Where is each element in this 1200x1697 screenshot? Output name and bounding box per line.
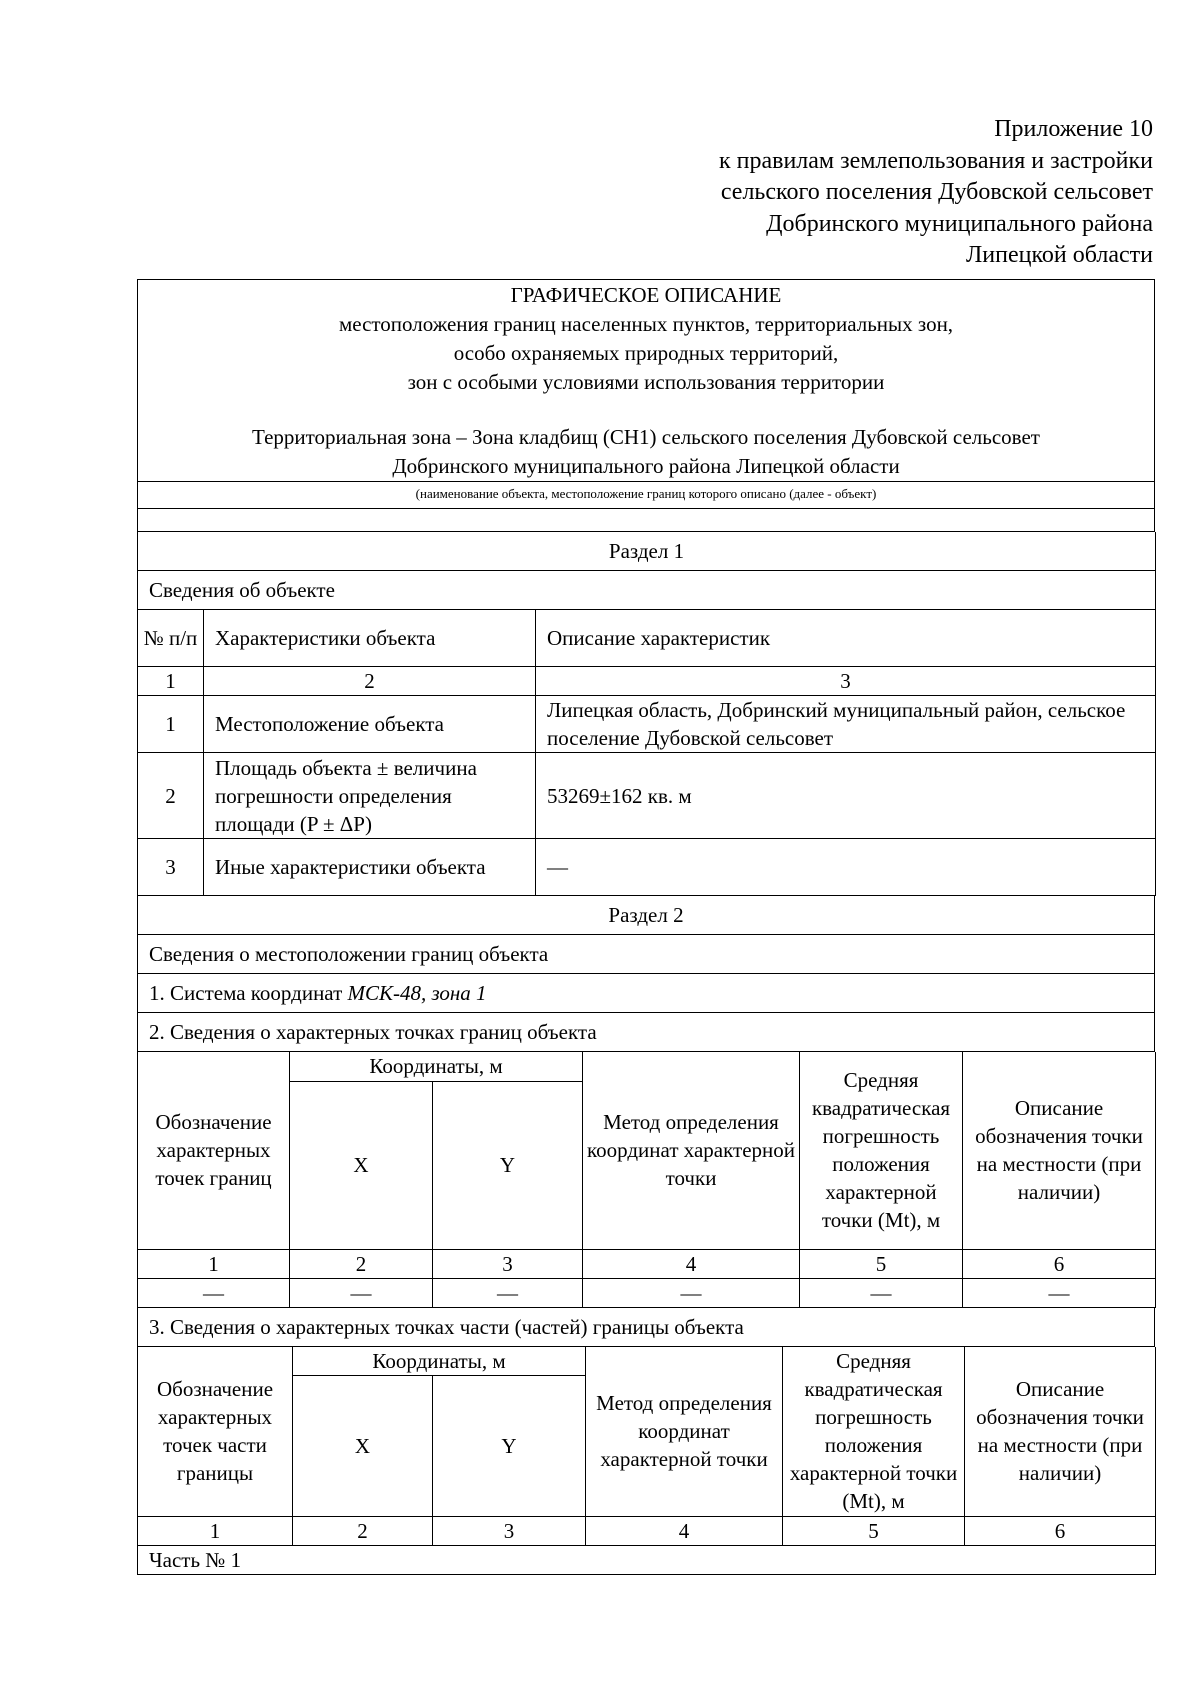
col-designation: Обозначение характерных точек части границы	[138, 1347, 293, 1517]
col-number: 2	[290, 1249, 433, 1278]
header-table	[137, 280, 1155, 532]
col-y: Y	[433, 1081, 583, 1249]
spacer-row	[138, 509, 1155, 532]
appendix-line: к правилам землепользования и застройки	[718, 147, 1153, 174]
col-header-desc: Описание характеристик	[536, 610, 1156, 667]
section2-title: Раздел 2	[138, 896, 1155, 935]
subtitle-line: местоположения границ населенных пунктов, территориальных зон,	[338, 312, 954, 336]
col-designation: Обозначение характерных точек границ	[138, 1052, 290, 1249]
parts-table	[137, 1347, 1156, 1576]
subtitle-line: зон с особыми условиями использования территории	[407, 370, 885, 394]
col-header-char: Характеристики объекта	[204, 610, 536, 667]
col-number: 1	[138, 1517, 293, 1546]
col-number: 3	[433, 1517, 586, 1546]
col-description: Описание обозначения точки на местности (при наличии)	[965, 1347, 1156, 1517]
parts-section-title: 3. Сведения о характерных точках части (частей) границы объекта	[138, 1308, 1155, 1347]
section2-table	[137, 896, 1155, 1052]
row-desc: Липецкая область, Добринский муниципальный район, сельское поселение Дубовской сельсовет	[536, 696, 1156, 753]
row-desc: —	[536, 839, 1156, 896]
col-coordinates: Координаты, м	[293, 1347, 586, 1376]
col-error: Средняя квадратическая погрешность положения характерной точки (Mt), м	[800, 1052, 963, 1249]
header-cell	[138, 280, 1155, 482]
subtitle-line: особо охраняемых природных территорий,	[453, 341, 839, 365]
appendix-line: Приложение 10	[994, 116, 1153, 142]
row-num: 3	[138, 839, 204, 896]
object-name-note: (наименование объекта, местоположение границ которого описано (далее - объект)	[138, 482, 1155, 509]
object-name-line: Добринского муниципального района Липецкой области	[392, 454, 900, 478]
col-number: 4	[586, 1517, 783, 1546]
part-label: Часть № 1	[138, 1546, 1156, 1575]
col-number: 1	[138, 1249, 290, 1278]
col-number: 2	[204, 667, 536, 696]
col-number: 5	[800, 1249, 963, 1278]
col-coordinates: Координаты, м	[290, 1052, 583, 1081]
col-x: X	[290, 1081, 433, 1249]
empty-cell: —	[290, 1278, 433, 1307]
row-char: Площадь объекта ± величина погрешности определения площади (P ± ΔP)	[204, 753, 536, 839]
col-error: Средняя квадратическая погрешность положения характерной точки (Mt), м	[783, 1347, 965, 1517]
col-header-num: № п/п	[138, 610, 204, 667]
col-number: 6	[963, 1249, 1156, 1278]
document-title: ГРАФИЧЕСКОЕ ОПИСАНИЕ	[510, 283, 782, 307]
col-description: Описание обозначения точки на местности (при наличии)	[963, 1052, 1156, 1249]
row-num: 2	[138, 753, 204, 839]
col-number: 2	[293, 1517, 433, 1546]
row-num: 1	[138, 696, 204, 753]
col-method: Метод определения координат характерной точки	[586, 1347, 783, 1517]
section1-title: Раздел 1	[138, 532, 1156, 571]
points-section-title: 2. Сведения о характерных точках границ объекта	[138, 1013, 1155, 1052]
col-number: 3	[536, 667, 1156, 696]
col-x: X	[293, 1376, 433, 1517]
appendix-line: Добринского муниципального района	[766, 210, 1153, 237]
empty-cell: —	[433, 1278, 583, 1307]
section1-subtitle: Сведения об объекте	[138, 571, 1156, 610]
appendix-block	[719, 114, 1153, 272]
points-table	[137, 1052, 1156, 1308]
graphic-description-form	[137, 279, 1155, 1575]
col-number: 3	[433, 1249, 583, 1278]
appendix-line: Липецкой области	[966, 242, 1153, 268]
empty-cell: —	[138, 1278, 290, 1307]
col-number: 1	[138, 667, 204, 696]
empty-cell: —	[963, 1278, 1156, 1307]
row-char: Местоположение объекта	[204, 696, 536, 753]
coordinate-system-row	[138, 974, 1155, 1013]
empty-cell: —	[583, 1278, 800, 1307]
object-name-line: Территориальная зона – Зона кладбищ (СН1) сельского поселения Дубовской сельсовет	[252, 425, 1040, 449]
col-method: Метод определения координат характерной точки	[583, 1052, 800, 1249]
appendix-line: сельского поселения Дубовской сельсовет	[720, 179, 1153, 205]
coordinate-system-prefix: 1. Система координат	[149, 981, 348, 1005]
row-char: Иные характеристики объекта	[204, 839, 536, 896]
col-number: 6	[965, 1517, 1156, 1546]
col-number: 5	[783, 1517, 965, 1546]
empty-cell: —	[800, 1278, 963, 1307]
section2-subtitle: Сведения о местоположении границ объекта	[138, 935, 1155, 974]
row-desc: 53269±162 кв. м	[536, 753, 1156, 839]
col-number: 4	[583, 1249, 800, 1278]
col-y: Y	[433, 1376, 586, 1517]
section1-table	[137, 532, 1156, 896]
coordinate-system-name: МСК-48, зона 1	[347, 981, 487, 1005]
parts-title-table	[137, 1308, 1155, 1347]
